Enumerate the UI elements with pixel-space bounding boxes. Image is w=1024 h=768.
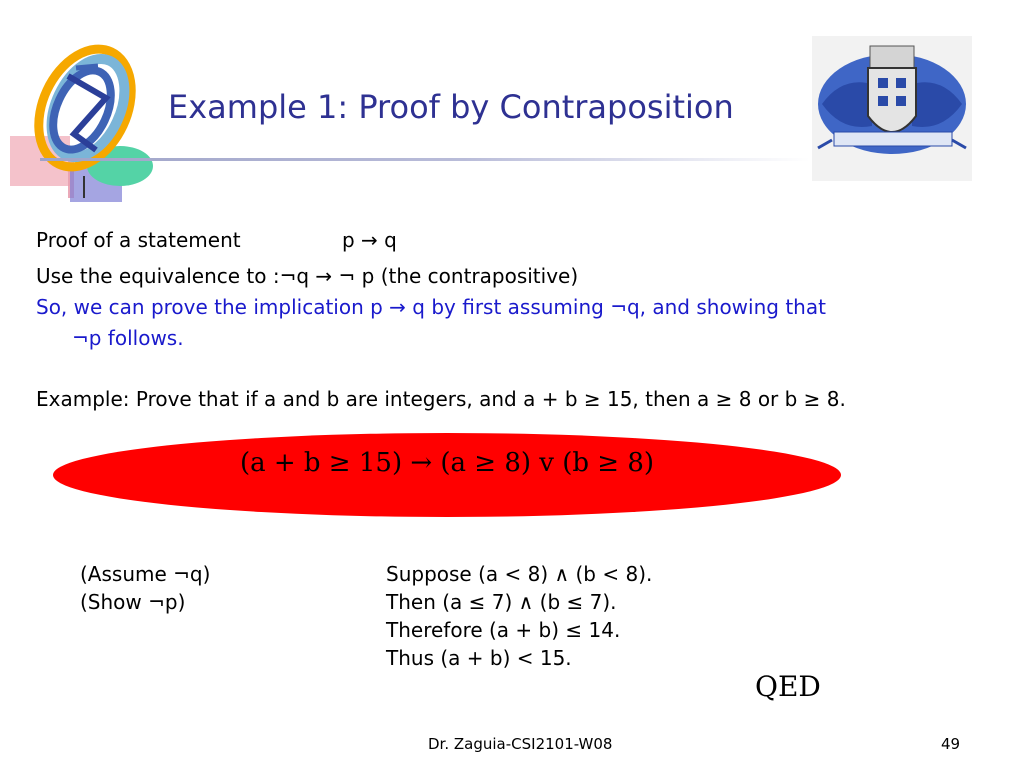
proof-step-2: Then (a ≤ 7) ∧ (b ≤ 7). <box>386 590 617 614</box>
banner-formula: (a + b ≥ 15) → (a ≥ 8) v (b ≥ 8) <box>239 448 655 478</box>
equivalence-line: Use the equivalence to :¬q → ¬ p (the contrapositive) <box>36 264 579 288</box>
proof-right-column <box>386 560 652 672</box>
proof-step-4: Thus (a + b) < 15. <box>386 646 572 670</box>
slide-title: Example 1: Proof by Contraposition <box>168 88 734 126</box>
proof-assume: (Assume ¬q) <box>80 562 211 586</box>
statement-text: Proof of a statement <box>36 228 241 252</box>
statement-line <box>36 228 397 252</box>
example-line: Example: Prove that if a and b are integers, and a + b ≥ 15, then a ≥ 8 or b ≥ 8. <box>36 387 846 411</box>
title-divider <box>40 158 810 161</box>
proof-step-1: Suppose (a < 8) ∧ (b < 8). <box>386 562 653 586</box>
qed-label: QED <box>755 670 821 703</box>
page-number: 49 <box>941 735 961 753</box>
proof-left-column <box>80 560 210 616</box>
proof-show: (Show ¬p) <box>80 590 186 614</box>
swirl-logo-icon <box>10 38 155 208</box>
university-crest-icon <box>812 36 972 181</box>
footer-author: Dr. Zaguia-CSI2101-W08 <box>428 735 613 753</box>
implication-line: So, we can prove the implication p → q by first assuming ¬q, and showing that <box>36 295 826 319</box>
statement-formula: p → q <box>342 228 397 252</box>
proof-step-3: Therefore (a + b) ≤ 14. <box>386 618 621 642</box>
implication-line-cont: ¬p follows. <box>72 326 184 350</box>
